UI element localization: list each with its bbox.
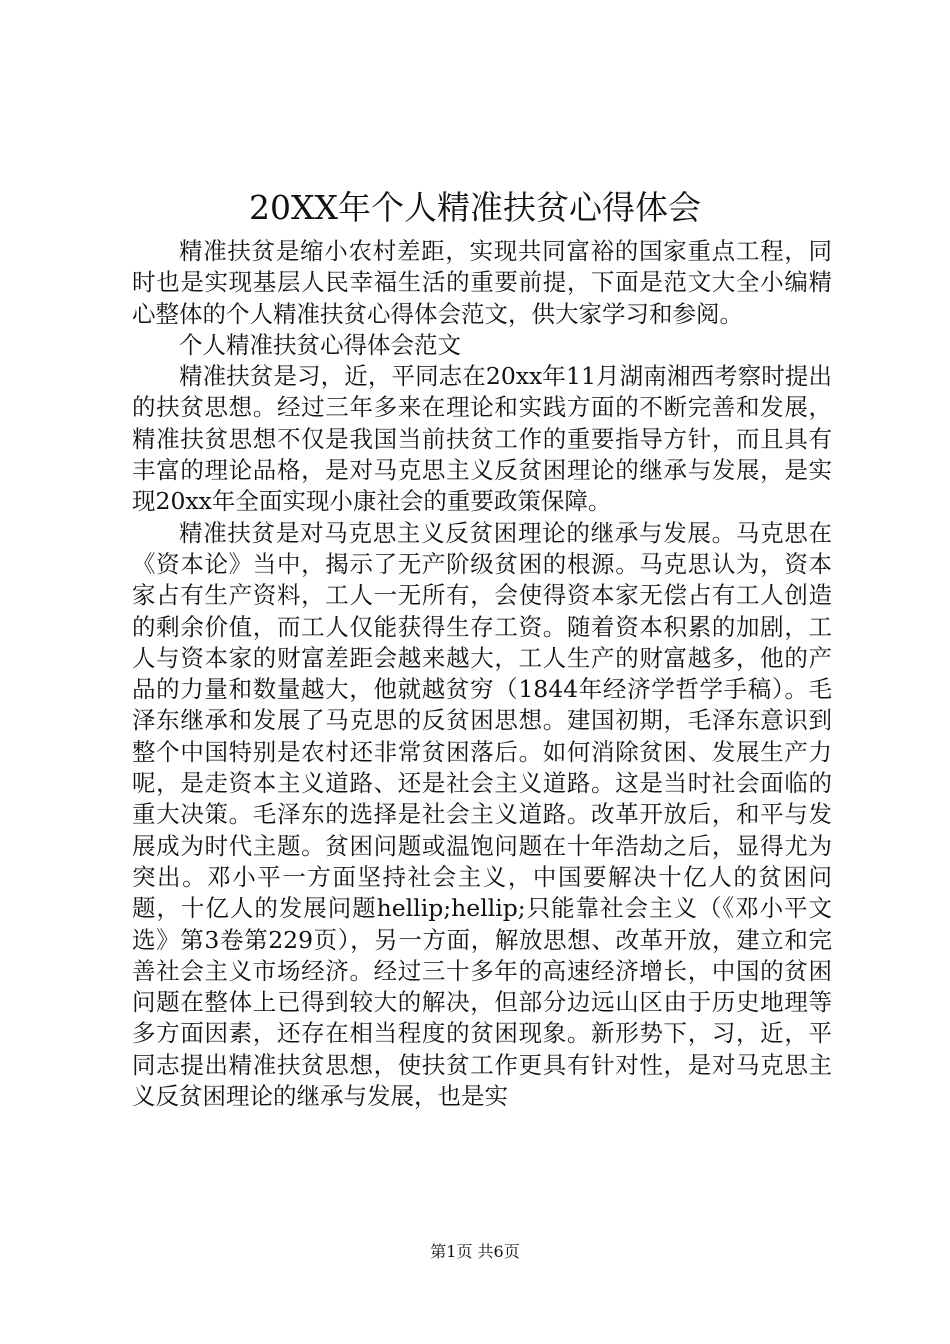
paragraph-theory: 精准扶贫是对马克思主义反贫困理论的继承与发展。马克思在《资本论》当中，揭示了无产阶级贫困的根源。马克思认为，资本家占有生产资料，工人一无所有，会使得资本家无偿占有工人创造的剩余价值，而工人仅能获得生存工资。随着资本积累的加剧，工人与资本家的财富差距会越来越大，工人生产的财富越多，他的产品的力量和数量越大，他就越贫穷（1844年经济学哲学手稿）。毛泽东继承和发展了马克思的反贫困思想。建国初期，毛泽东意识到整个中国特别是农村还非常贫困落后。如何消除贫困、发展生产力呢，是走资本主义道路、还是社会主义道路。这是当时社会面临的重大决策。毛泽东的选择是社会主义道路。改革开放后，和平与发展成为时代主题。贫困问题或温饱问题在十年浩劫之后，显得尤为突出。邓小平一方面坚持社会主义，中国要解决十亿人的贫困问题，十亿人的发展问题hellip;hellip;只能靠社会主义（《邓小平文选》第3卷第229页），另一方面，解放思想、改革开放，建立和完善社会主义市场经济。经过三十多年的高速经济增长，中国的贫困问题在整体上已得到较大的解决，但部分边远山区由于历史地理等多方面因素，还存在相当程度的贫困现象。新形势下，习，近，平同志提出精准扶贫思想，使扶贫工作更具有针对性，是对马克思主义反贫困理论的继承与发展，也是实: [132, 518, 832, 1111]
document-title: 20XX年个人精准扶贫心得体会: [249, 188, 701, 227]
paragraph-subheading: 个人精准扶贫心得体会范文: [179, 330, 461, 359]
document-body: [132, 236, 832, 1112]
page-footer: 第1页 共6页: [430, 1242, 520, 1261]
paragraph-intro: 精准扶贫是缩小农村差距，实现共同富裕的国家重点工程，同时也是实现基层人民幸福生活的重要前提，下面是范文大全小编精心整体的个人精准扶贫心得体会范文，供大家学习和参阅。: [132, 237, 832, 328]
paragraph-origin: 精准扶贫是习，近，平同志在20xx年11月湖南湘西考察时提出的扶贫思想。经过三年多来在理论和实践方面的不断完善和发展，精准扶贫思想不仅是我国当前扶贫工作的重要指导方针，而且具有丰富的理论品格，是对马克思主义反贫困理论的继承与发展，是实现20xx年全面实现小康社会的重要政策保障。: [132, 362, 832, 516]
